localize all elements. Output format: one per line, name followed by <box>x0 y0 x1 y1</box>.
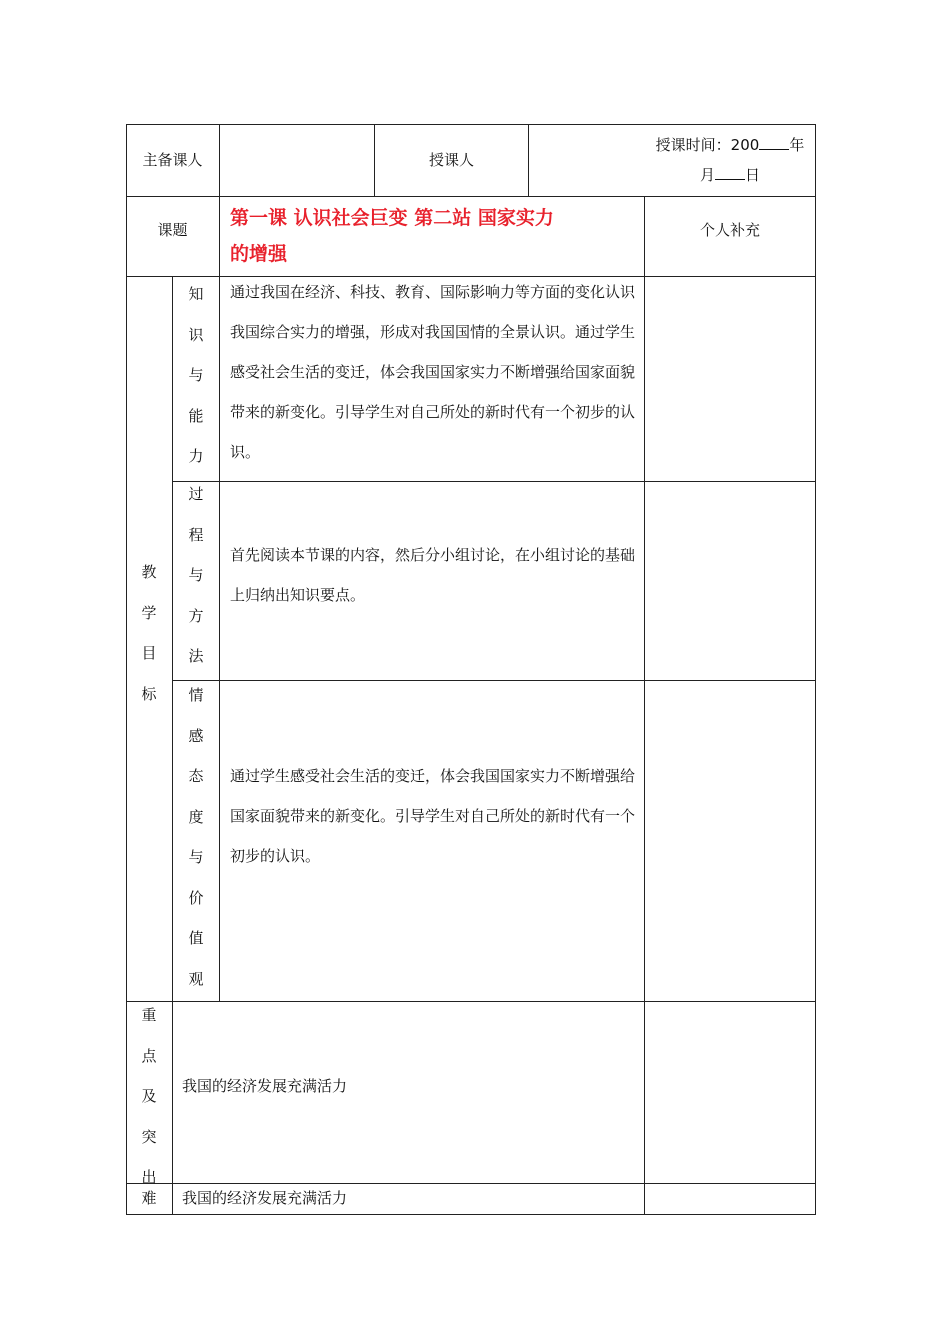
emotion-label <box>186 675 206 999</box>
date-year-blank[interactable] <box>759 135 789 150</box>
row-divider <box>126 1001 816 1002</box>
difficulties-label: 难 <box>141 1189 157 1207</box>
date-month: 月 <box>699 166 715 184</box>
teacher-label: 授课人 <box>428 151 474 169</box>
col-divider <box>528 124 529 196</box>
label-char: 能 <box>188 406 204 425</box>
label-char: 过 <box>188 485 204 503</box>
label-char: 值 <box>188 929 204 947</box>
label-char: 点 <box>141 1046 157 1065</box>
knowledge-text: 通过我国在经济、科技、教育、国际影响力等方面的变化认识我国综合实力的增强，形成对我国国情的全景认识。通过学生感受社会生活的变迁，体会我国国家实力不断增强给国家面貌带来的新变化。引导学生对自己所处的新时代有一个初步的认识。 <box>230 283 636 461</box>
key-points-label <box>139 995 159 1198</box>
label-char: 法 <box>188 647 204 665</box>
row-divider <box>172 680 816 681</box>
date-day: 日 <box>745 166 761 184</box>
label-char: 学 <box>141 603 157 622</box>
process-text: 首先阅读本节课的内容，然后分小组讨论，在小组讨论的基础上归纳出知识要点。 <box>230 546 636 604</box>
label-char: 观 <box>188 969 204 988</box>
label-char: 感 <box>188 726 204 745</box>
label-char: 情 <box>188 686 204 704</box>
label-char: 态 <box>188 767 204 785</box>
label-char: 及 <box>141 1087 157 1105</box>
label-char: 与 <box>188 366 204 384</box>
row-divider <box>126 1183 816 1184</box>
lesson-title-line-1: 第一课 认识社会巨变 第二站 国家实力 <box>230 207 554 229</box>
label-char: 突 <box>141 1127 157 1146</box>
label-char: 程 <box>188 525 204 544</box>
table-border-top <box>126 124 816 125</box>
col-divider <box>219 276 220 1001</box>
label-char: 知 <box>188 285 204 303</box>
lesson-title <box>230 200 642 272</box>
key-points-text: 我国的经济发展充满活力 <box>182 1077 348 1095</box>
supplement-label: 个人补充 <box>699 221 760 239</box>
table-border-left <box>126 124 127 1215</box>
row-divider <box>126 196 816 197</box>
label-char: 方 <box>188 606 204 625</box>
label-char: 标 <box>141 684 157 703</box>
lesson-plan-table <box>126 124 816 1215</box>
label-char: 目 <box>141 644 157 662</box>
col-divider <box>644 196 645 1215</box>
knowledge-label <box>186 274 206 477</box>
date-prefix: 授课时间：200 <box>655 136 760 154</box>
lesson-title-line-2: 的增强 <box>230 243 288 265</box>
label-char: 力 <box>188 447 204 465</box>
process-label <box>186 474 206 677</box>
col-divider <box>219 124 220 196</box>
label-char: 出 <box>141 1168 157 1186</box>
date-year-suffix: 年 <box>789 136 805 154</box>
col-divider <box>172 276 173 1215</box>
objectives-label <box>139 552 159 714</box>
label-char: 重 <box>141 1006 157 1024</box>
date-day-blank[interactable] <box>715 165 745 180</box>
label-char: 价 <box>188 888 204 907</box>
emotion-text: 通过学生感受社会生活的变迁，体会我国国家实力不断增强给国家面貌带来的新变化。引导学生对自己所处的新时代有一个初步的认识。 <box>230 767 636 865</box>
table-border-right <box>815 124 816 1215</box>
label-char: 识 <box>188 325 204 344</box>
difficulties-text: 我国的经济发展充满活力 <box>182 1189 348 1207</box>
table-border-bottom <box>126 1214 816 1215</box>
col-divider <box>219 196 220 276</box>
label-char: 与 <box>188 848 204 866</box>
preparer-label: 主备课人 <box>142 151 203 169</box>
label-char: 与 <box>188 566 204 584</box>
row-divider <box>172 481 816 482</box>
topic-label: 课题 <box>157 221 188 239</box>
lesson-date <box>645 130 815 190</box>
label-char: 度 <box>188 807 204 826</box>
label-char: 教 <box>141 563 157 581</box>
